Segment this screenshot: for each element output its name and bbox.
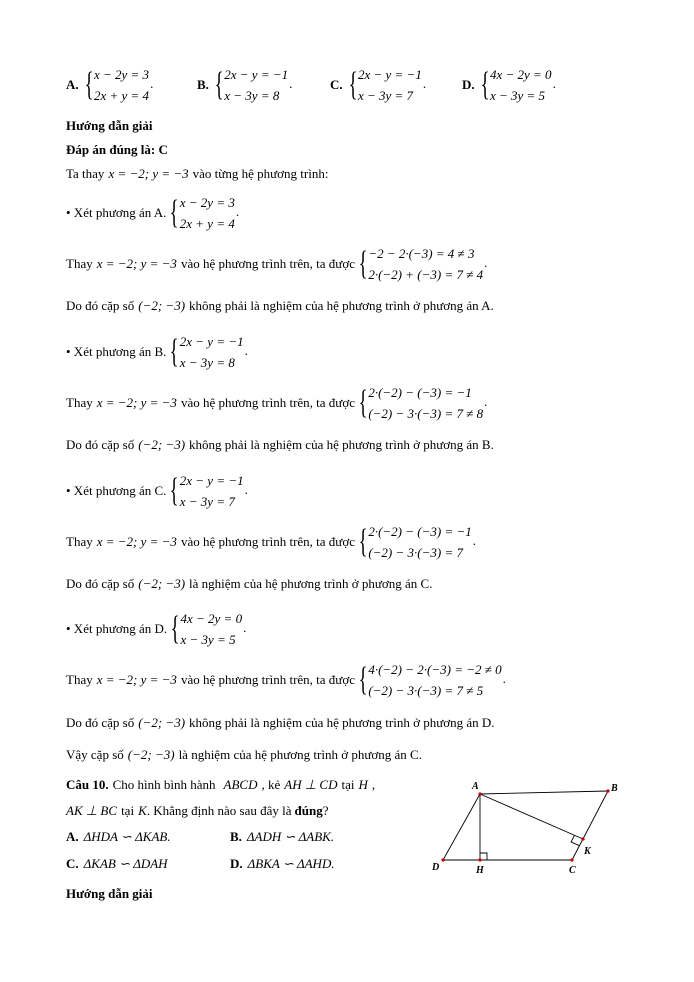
q10-option-a: [66, 829, 171, 845]
guide-title-2: Hướng dẫn giải: [66, 886, 153, 901]
math: (−2; −3): [138, 437, 186, 452]
math: AH ⊥ CD: [284, 777, 338, 792]
altitude-ak: [480, 794, 583, 839]
label-b: B: [611, 783, 618, 794]
equation-1: 2x − y = −1: [179, 473, 244, 488]
equation-2: x − 3y = 5: [489, 88, 546, 103]
text: Thay: [66, 395, 93, 410]
system: [359, 243, 483, 285]
brace-icon: {: [358, 661, 368, 698]
text: Vậy cặp số: [66, 747, 124, 762]
math: (−2; −3): [138, 715, 186, 730]
system-lines: [180, 470, 244, 512]
option-text: ΔHDA ∽ ΔKAB.: [83, 829, 171, 844]
system-lines: [180, 608, 242, 650]
result-1: 2·(−2) − (−3) = −1: [368, 385, 472, 400]
period: .: [150, 76, 154, 91]
label-h: H: [476, 865, 484, 876]
case-a-substitute: [66, 243, 487, 285]
brace-icon: {: [348, 66, 358, 103]
option-text: ΔADH ∽ ΔABK.: [246, 829, 335, 844]
brace-icon: {: [84, 66, 94, 103]
system: [85, 64, 149, 106]
period: .: [289, 76, 293, 91]
text: ?: [322, 803, 329, 818]
option-label: B.: [230, 829, 242, 844]
q10-option-d: [230, 856, 335, 872]
period: .: [244, 343, 248, 358]
result-2: 2·(−2) + (−3) = 7 ≠ 4: [368, 267, 484, 282]
result-1: −2 − 2·(−3) = 4 ≠ 3: [368, 246, 475, 261]
option-label: A.: [66, 829, 79, 844]
point-a-dot: [478, 792, 481, 795]
text: tại: [121, 803, 135, 818]
point-h-dot: [478, 858, 481, 861]
option-label: C.: [330, 77, 343, 92]
brace-icon: {: [170, 194, 180, 231]
case-d-substitute: [66, 659, 506, 701]
math: x = −2; y = −3: [96, 672, 177, 687]
point-k-dot: [581, 837, 584, 840]
period: .: [484, 394, 488, 409]
label-d: D: [432, 862, 440, 873]
text: không phải là nghiệm của hệ phương trình ở phương án B.: [189, 437, 494, 452]
side-ab: [480, 791, 608, 794]
point-c-dot: [570, 858, 573, 861]
point-b-dot: [606, 789, 609, 792]
text: Thay: [66, 534, 93, 549]
math: H: [358, 777, 368, 792]
parallelogram-figure: [430, 776, 630, 886]
option-label: D.: [462, 77, 475, 92]
equation-2: 2x + y = 4: [93, 88, 150, 103]
case-c-substitute: [66, 521, 476, 563]
text: Do đó cặp số: [66, 715, 135, 730]
text: vào hệ phương trình trên, ta được: [180, 256, 355, 271]
text: không phải là nghiệm của hệ phương trình ở phương án A.: [189, 298, 494, 313]
result-1: 4·(−2) − 2·(−3) = −2 ≠ 0: [368, 662, 502, 677]
math: x = −2; y = −3: [96, 534, 177, 549]
system: [349, 64, 422, 106]
case-a-conclusion: [66, 298, 494, 314]
top-option-c: [330, 64, 426, 106]
label-k: K: [584, 846, 591, 857]
option-text: ΔKAB ∽ ΔDAH: [83, 856, 168, 871]
case-d-consider: [66, 608, 246, 650]
question-number: Câu 10.: [66, 777, 109, 792]
equation-2: x − 3y = 8: [179, 355, 235, 370]
system-lines: [180, 331, 244, 373]
period: .: [472, 533, 476, 548]
math: (−2; −3): [127, 747, 175, 762]
text: Do đó cặp số: [66, 437, 135, 452]
brace-icon: {: [170, 610, 180, 647]
text: , kẻ: [261, 777, 281, 792]
period: .: [502, 671, 506, 686]
case-c-conclusion: [66, 576, 432, 592]
text: vào hệ phương trình trên, ta được: [180, 395, 355, 410]
period: .: [244, 482, 248, 497]
bold-text: đúng: [294, 803, 323, 818]
option-text: ΔBKA ∽ ΔAHD.: [247, 856, 335, 871]
system-lines: [368, 243, 483, 285]
math: (−2; −3): [138, 576, 186, 591]
equation-1: x − 2y = 3: [93, 67, 150, 82]
answer-line: Đáp án đúng là: C: [66, 142, 168, 157]
brace-icon: {: [214, 66, 224, 103]
text: tại: [341, 777, 355, 792]
top-option-a: [66, 64, 153, 106]
text: . Khẳng định nào sau đây là: [146, 803, 292, 818]
system: [170, 192, 234, 234]
equation-2: x − 3y = 5: [180, 632, 236, 647]
system-lines: [358, 64, 422, 106]
system-lines: [490, 64, 552, 106]
period: .: [552, 76, 556, 91]
top-option-b: [197, 64, 292, 106]
q10-option-b: [230, 829, 334, 845]
text: • Xét phương án C.: [66, 483, 167, 498]
result-2: (−2) − 3·(−3) = 7: [368, 545, 463, 560]
option-label: B.: [197, 77, 209, 92]
equation-2: x − 3y = 8: [224, 88, 280, 103]
system: [359, 521, 472, 563]
text: Do đó cặp số: [66, 298, 135, 313]
math: x = −2; y = −3: [96, 256, 177, 271]
system: [359, 382, 483, 424]
brace-icon: {: [170, 333, 180, 370]
period: .: [484, 255, 488, 270]
case-b-substitute: [66, 382, 487, 424]
brace-icon: {: [170, 472, 180, 509]
text: • Xét phương án B.: [66, 344, 167, 359]
system: [170, 331, 243, 373]
equation-1: 2x − y = −1: [179, 334, 244, 349]
system-lines: [368, 659, 501, 701]
equation-1: 4x − 2y = 0: [489, 67, 552, 82]
math: x = −2; y = −3: [108, 166, 189, 181]
case-d-conclusion: [66, 715, 495, 731]
brace-icon: {: [358, 523, 368, 560]
label-c: C: [569, 865, 576, 876]
point-d-dot: [441, 858, 444, 861]
system-lines: [180, 192, 235, 234]
case-b-consider: [66, 331, 248, 373]
equation-1: 2x − y = −1: [224, 67, 289, 82]
equation-1: x − 2y = 3: [179, 195, 235, 210]
math: AK ⊥ BC: [66, 803, 118, 818]
label-a: A: [472, 781, 479, 792]
q10-line-1: [66, 777, 375, 793]
q10-line-2: [66, 803, 329, 819]
text: Cho hình bình hành: [112, 777, 216, 792]
equation-1: 4x − 2y = 0: [180, 611, 243, 626]
text: là nghiệm của hệ phương trình ở phương án C.: [189, 576, 433, 591]
final-conclusion: [66, 747, 422, 763]
system: [215, 64, 288, 106]
result-2: (−2) − 3·(−3) = 7 ≠ 8: [368, 406, 484, 421]
option-label: A.: [66, 77, 79, 92]
text: ,: [371, 777, 376, 792]
math: ABCD: [223, 777, 258, 792]
period: .: [422, 76, 427, 91]
text: vào hệ phương trình trên, ta được: [180, 534, 355, 549]
text: Ta thay: [66, 166, 105, 181]
text: • Xét phương án A.: [66, 205, 167, 220]
text: là nghiệm của hệ phương trình ở phương án C.: [178, 747, 422, 762]
text: Thay: [66, 672, 93, 687]
equation-2: x − 3y = 7: [357, 88, 414, 103]
text: • Xét phương án D.: [66, 621, 168, 636]
equation-2: x − 3y = 7: [179, 494, 235, 509]
text: Thay: [66, 256, 93, 271]
text: Do đó cặp số: [66, 576, 135, 591]
brace-icon: {: [358, 245, 368, 282]
text: không phải là nghiệm của hệ phương trình ở phương án D.: [189, 715, 495, 730]
equation-2: 2x + y = 4: [179, 216, 235, 231]
case-a-consider: [66, 192, 239, 234]
side-da: [443, 794, 480, 860]
result-2: (−2) − 3·(−3) = 7 ≠ 5: [368, 683, 484, 698]
text: vào hệ phương trình trên, ta được: [180, 672, 355, 687]
equation-1: 2x − y = −1: [357, 67, 422, 82]
math: K: [138, 803, 147, 818]
option-label: C.: [66, 856, 79, 871]
system: [359, 659, 502, 701]
period: .: [235, 204, 240, 219]
period: .: [243, 620, 247, 635]
q10-option-c: [66, 856, 168, 872]
system: [481, 64, 552, 106]
brace-icon: {: [480, 66, 490, 103]
system: [170, 470, 243, 512]
system-lines: [94, 64, 149, 106]
result-1: 2·(−2) − (−3) = −1: [368, 524, 472, 539]
intro-line: [66, 166, 328, 182]
system-lines: [368, 382, 483, 424]
text: vào từng hệ phương trình:: [192, 166, 329, 181]
top-option-d: [462, 64, 556, 106]
system-lines: [224, 64, 288, 106]
guide-title: Hướng dẫn giải: [66, 118, 153, 133]
case-c-consider: [66, 470, 248, 512]
math: (−2; −3): [138, 298, 186, 313]
system: [171, 608, 242, 650]
system-lines: [368, 521, 471, 563]
case-b-conclusion: [66, 437, 494, 453]
option-label: D.: [230, 856, 243, 871]
math: x = −2; y = −3: [96, 395, 177, 410]
brace-icon: {: [358, 384, 368, 421]
